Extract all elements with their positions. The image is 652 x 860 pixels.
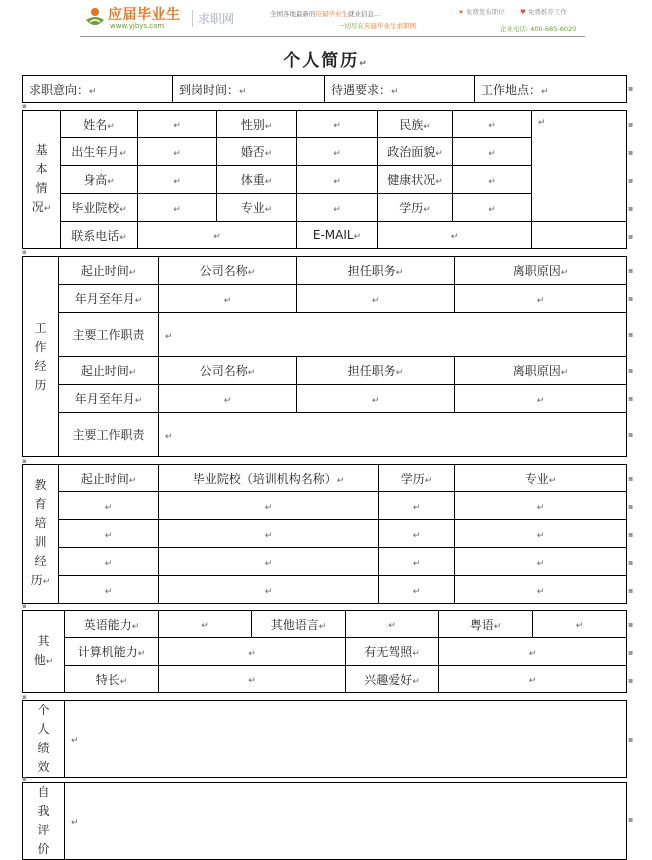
promo-line-1: 全国各地最新的应届毕业生就业信息... (270, 10, 381, 18)
work-reason-value[interactable]: ↵ (455, 285, 627, 313)
email-label: E-MAIL↵ (297, 222, 378, 249)
other-lang-value[interactable]: ↵ (346, 611, 439, 638)
edu-major-value[interactable]: ↵ (455, 492, 627, 520)
political-label: 政治面貌↵ (378, 138, 453, 166)
edu-period-value[interactable]: ↵ (59, 576, 159, 604)
section-separator: ▪ (22, 602, 27, 610)
specialty-value[interactable]: ↵ (159, 666, 346, 693)
work-company-header: 公司名称↵ (159, 257, 297, 285)
row-end-mark: ▪ (628, 620, 634, 629)
other-skills-table (22, 610, 627, 693)
degree-value[interactable]: ↵ (453, 194, 532, 222)
work-duties-label: 主要工作职责 (59, 313, 159, 357)
computer-value[interactable]: ↵ (159, 638, 346, 666)
logo-icon (84, 6, 106, 30)
birth-label: 出生年月↵ (61, 138, 138, 166)
row-end-mark: ▪ (628, 735, 634, 744)
education-table (22, 464, 627, 604)
self-eval-table (22, 782, 627, 860)
name-value[interactable]: ↵ (138, 111, 217, 138)
row-end-mark: ▪ (628, 204, 634, 213)
edu-period-header: 起止时间↵ (59, 465, 159, 492)
edu-section-label: 教 育 培 训 经 历↵ (23, 465, 59, 604)
perf-section-label: 个 人 绩 效 (23, 701, 65, 778)
logo-url[interactable]: www.yjbys.com (110, 22, 165, 30)
hobby-value[interactable]: ↵ (439, 666, 627, 693)
license-label: 有无驾照↵ (346, 638, 439, 666)
edu-degree-header: 学历↵ (379, 465, 455, 492)
work-experience-table (22, 256, 627, 457)
other-lang-label: 其他语言↵ (252, 611, 346, 638)
work-position-header: 担任职务↵ (297, 357, 455, 385)
degree-label: 学历↵ (378, 194, 453, 222)
major-label: 专业↵ (217, 194, 297, 222)
edu-major-value[interactable]: ↵ (455, 576, 627, 604)
intent-salary[interactable]: 待遇要求：↵ (325, 76, 475, 103)
edu-school-header: 毕业院校（培训机构名称）↵ (159, 465, 379, 492)
section-separator: ▪ (22, 775, 27, 783)
birth-value[interactable]: ↵ (138, 138, 217, 166)
intent-position[interactable]: 求职意向：↵ (23, 76, 173, 103)
work-duties-value[interactable]: ↵ (159, 413, 627, 457)
political-value[interactable]: ↵ (453, 138, 532, 166)
row-end-mark: ▪ (628, 530, 634, 539)
row-end-mark: ▪ (628, 294, 634, 303)
header-divider (80, 36, 585, 37)
edu-school-value[interactable]: ↵ (159, 520, 379, 548)
section-separator: ▪ (22, 693, 27, 701)
edu-school-value[interactable]: ↵ (159, 492, 379, 520)
basic-info-table (22, 110, 627, 249)
row-end-mark: ▪ (628, 502, 634, 511)
section-separator: ▪ (22, 248, 27, 256)
work-company-value[interactable]: ↵ (159, 285, 297, 313)
section-separator: ▪ (22, 102, 27, 110)
edu-major-header: 专业↵ (455, 465, 627, 492)
edu-period-value[interactable]: ↵ (59, 548, 159, 576)
row-end-mark: ▪ (628, 120, 634, 129)
work-section-label: 工 作 经 历 (23, 257, 59, 457)
self-value[interactable]: ↵ (65, 783, 627, 860)
row-end-mark: ▪ (628, 815, 634, 824)
intent-date[interactable]: 到岗时间：↵ (173, 76, 325, 103)
basic-section-label: 基 本 情 况↵ (23, 111, 61, 249)
marital-label: 婚否↵ (217, 138, 297, 166)
hotline: 企业电话: 400-685-6020 (500, 25, 577, 33)
self-section-label: 自 我 评 价 (23, 783, 65, 860)
recommend-job-link[interactable]: ♥ 免费推荐工作 (520, 8, 567, 16)
blank-cell (532, 222, 627, 249)
work-reason-header: 离职原因↵ (455, 357, 627, 385)
work-period-header: 起止时间↵ (59, 357, 159, 385)
page-title: 个人简历↵ (283, 51, 369, 71)
work-position-value[interactable]: ↵ (297, 285, 455, 313)
specialty-label: 特长↵ (65, 666, 159, 693)
photo-cell[interactable]: ↵ (532, 111, 627, 222)
work-reason-value[interactable]: ↵ (455, 385, 627, 413)
computer-label: 计算机能力↵ (65, 638, 159, 666)
row-end-mark: ▪ (628, 394, 634, 403)
edu-major-value[interactable]: ↵ (455, 520, 627, 548)
row-end-mark: ▪ (628, 676, 634, 685)
cantonese-label: 粤语↵ (439, 611, 533, 638)
post-job-link[interactable]: ★ 免费发布职位 (458, 8, 505, 16)
edu-period-value[interactable]: ↵ (59, 492, 159, 520)
performance-table (22, 700, 627, 778)
ethnicity-label: 民族↵ (378, 111, 453, 138)
edu-degree-value[interactable]: ↵ (379, 520, 455, 548)
license-value[interactable]: ↵ (439, 638, 627, 666)
health-label: 健康状况↵ (378, 166, 453, 194)
work-position-value[interactable]: ↵ (297, 385, 455, 413)
edu-degree-value[interactable]: ↵ (379, 548, 455, 576)
logo-text: 应届毕业生 (108, 7, 181, 23)
edu-school-value[interactable]: ↵ (159, 576, 379, 604)
section-separator: ▪ (22, 457, 27, 465)
row-end-mark: ▪ (628, 586, 634, 595)
height-label: 身高↵ (61, 166, 138, 194)
other-section-label: 其 他↵ (23, 611, 65, 693)
english-value[interactable]: ↵ (159, 611, 252, 638)
work-duties-value[interactable]: ↵ (159, 313, 627, 357)
row-end-mark: ▪ (628, 648, 634, 657)
intent-table (22, 75, 627, 103)
site-header (80, 2, 585, 38)
heart-icon: ♥ (520, 8, 526, 16)
edu-school-value[interactable]: ↵ (159, 548, 379, 576)
work-range[interactable]: 年月至年月↵ (59, 385, 159, 413)
row-end-mark: ▪ (628, 366, 634, 375)
name-label: 姓名↵ (61, 111, 138, 138)
major-value[interactable]: ↵ (297, 194, 378, 222)
weight-value[interactable]: ↵ (297, 166, 378, 194)
edu-degree-value[interactable]: ↵ (379, 576, 455, 604)
gender-value[interactable]: ↵ (297, 111, 378, 138)
row-end-mark: ▪ (628, 232, 634, 241)
logo-tagline: 求职网 (192, 10, 234, 27)
work-period-header: 起止时间↵ (59, 257, 159, 285)
gender-label: 性别↵ (217, 111, 297, 138)
work-range[interactable]: 年月至年月↵ (59, 285, 159, 313)
row-end-mark: ▪ (628, 148, 634, 157)
row-end-mark: ▪ (628, 84, 634, 93)
phone-label: 联系电话↵ (61, 222, 138, 249)
edu-degree-value[interactable]: ↵ (379, 492, 455, 520)
row-end-mark: ▪ (628, 558, 634, 567)
work-company-header: 公司名称↵ (159, 357, 297, 385)
edu-major-value[interactable]: ↵ (455, 548, 627, 576)
star-icon: ★ (458, 8, 464, 16)
cantonese-value[interactable]: ↵ (533, 611, 627, 638)
perf-value[interactable]: ↵ (65, 701, 627, 778)
english-label: 英语能力↵ (65, 611, 159, 638)
row-end-mark: ▪ (628, 474, 634, 483)
row-end-mark: ▪ (628, 176, 634, 185)
hobby-label: 兴趣爱好↵ (346, 666, 439, 693)
school-label: 毕业院校↵ (61, 194, 138, 222)
intent-location[interactable]: 工作地点：↵ (475, 76, 627, 103)
row-end-mark: ▪ (628, 266, 634, 275)
health-value[interactable]: ↵ (453, 166, 532, 194)
work-position-header: 担任职务↵ (297, 257, 455, 285)
edu-period-value[interactable]: ↵ (59, 520, 159, 548)
work-reason-header: 离职原因↵ (455, 257, 627, 285)
height-value[interactable]: ↵ (138, 166, 217, 194)
phone-value[interactable]: ↵ (138, 222, 297, 249)
promo-line-2: 一切尽在应届毕业生求职网 (338, 22, 416, 30)
marital-value[interactable]: ↵ (297, 138, 378, 166)
email-value[interactable]: ↵ (378, 222, 532, 249)
ethnicity-value[interactable]: ↵ (453, 111, 532, 138)
work-duties-label: 主要工作职责 (59, 413, 159, 457)
weight-label: 体重↵ (217, 166, 297, 194)
work-company-value[interactable]: ↵ (159, 385, 297, 413)
row-end-mark: ▪ (628, 330, 634, 339)
school-value[interactable]: ↵ (138, 194, 217, 222)
row-end-mark: ▪ (628, 430, 634, 439)
